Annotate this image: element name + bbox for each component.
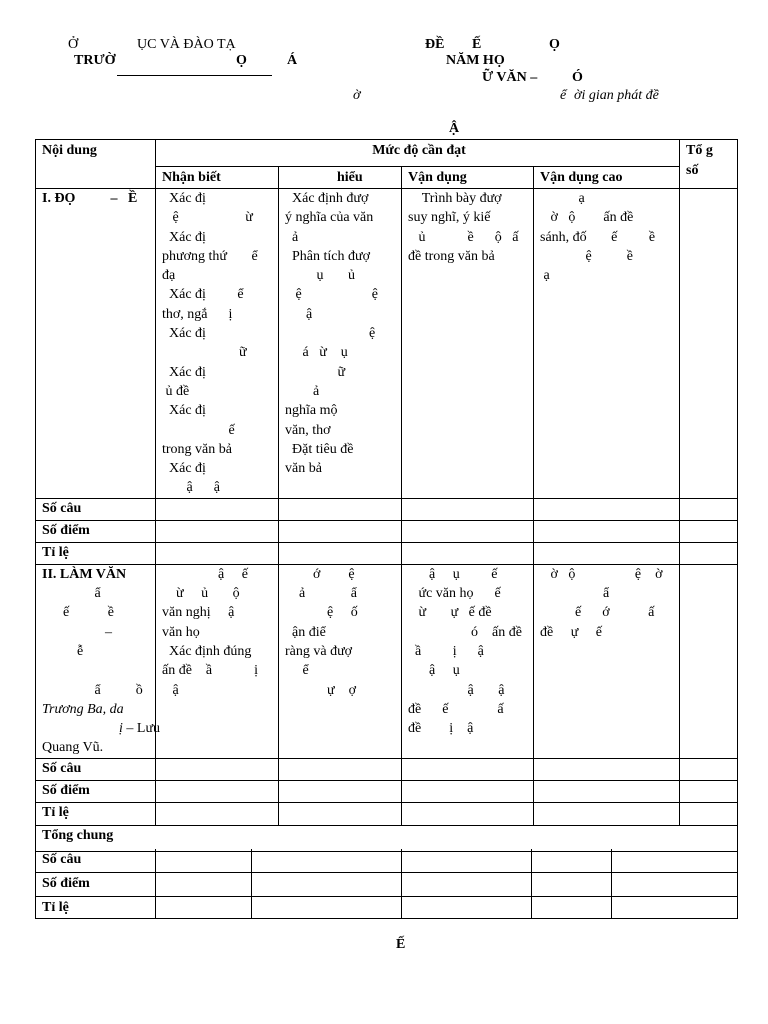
empty-cell: [279, 542, 402, 564]
part2-row: [36, 564, 738, 758]
part1-count-row: [36, 498, 738, 520]
part1-apply-high-cell: ạ ờ ộ ấn đề sánh, đố ế ề ệ ề ạ: [534, 189, 680, 499]
part2-total-cell: [680, 564, 738, 758]
empty-cell: [156, 520, 279, 542]
subject-fragment-a: Ữ VĂN –: [482, 70, 538, 85]
school-name-fragment-c: Á: [287, 53, 298, 68]
part1-count-label: Số câu: [36, 498, 156, 520]
part1-label-cell: I. ĐỌ – Ề: [36, 189, 156, 499]
part2-count-label: Số câu: [36, 758, 156, 780]
school-name-fragment-b: Ọ: [236, 53, 247, 68]
subject-fragment-b: Ó: [572, 70, 583, 85]
part2-ratio-label: Tỉ lệ: [36, 802, 156, 825]
empty-cell: [156, 872, 252, 896]
empty-cell: [534, 780, 680, 802]
empty-cell: [402, 849, 532, 872]
empty-cell: [680, 780, 738, 802]
part2-label-cell: [36, 564, 161, 758]
header-recognize-cell: Nhận biết: [156, 167, 279, 189]
summary-ratio-row: [36, 896, 738, 918]
part1-understand-cell: Xác định đượ ý nghĩa của văn ả Phân tích đượ ụ ủ ệ ệ ậ ệ á ừ ụ ữ ả nghĩa mộ văn, thơ Đặt tiêu đề văn bả: [279, 189, 402, 499]
part1-ratio-label: Tỉ lệ: [36, 542, 156, 564]
part2-apply-cell: ậ ụ ế ức văn họ ế ừ ự ế đề ó ấn đề ầ ị ậ ậ ụ ậ ậ đề ế ấ đề ị ậ: [402, 564, 534, 758]
empty-cell: [156, 758, 279, 780]
time-note-fragment-a: ờ: [353, 88, 361, 103]
empty-cell: [532, 896, 612, 918]
header-total-cell: Tổ g số: [680, 140, 738, 189]
part2-work-author-line: [42, 719, 161, 738]
empty-cell: [402, 498, 534, 520]
school-name-fragment-a: TRƯỜ: [74, 53, 116, 68]
empty-cell: [612, 872, 738, 896]
empty-cell: [156, 542, 279, 564]
time-note-fragment-c: ời gian phát đề: [574, 88, 659, 103]
part2-author-name: Quang Vũ.: [42, 740, 104, 756]
empty-cell: [534, 758, 680, 780]
empty-cell: [680, 758, 738, 780]
part2-description: ẩ ế ề – ễ ẩ ồ: [63, 586, 143, 698]
empty-cell: [534, 542, 680, 564]
empty-cell: [402, 780, 534, 802]
empty-cell: [156, 896, 252, 918]
empty-cell: [402, 896, 532, 918]
exam-title-fragment-a: ĐỀ: [425, 37, 445, 52]
empty-cell: [279, 802, 402, 825]
empty-cell: [279, 780, 402, 802]
summary-count-label: Số câu: [36, 849, 156, 872]
grand-total-row: [36, 825, 738, 851]
header-level-cell: Mức độ cần đạt: [156, 140, 680, 167]
empty-cell: [156, 849, 252, 872]
part2-score-row: [36, 780, 738, 802]
part1-row: [36, 189, 738, 499]
header-row-1: [36, 140, 738, 167]
end-mark: Ế: [396, 937, 406, 952]
exam-title-fragment-b: Ế: [472, 37, 482, 52]
header-apply-high-cell: Vận dụng cao: [534, 167, 680, 189]
summary-score-label: Số điểm: [36, 872, 156, 896]
empty-cell: [156, 780, 279, 802]
empty-cell: [612, 896, 738, 918]
grand-total-label: Tổng chung: [36, 825, 738, 851]
part1-ratio-row: [36, 542, 738, 564]
department-fragment-a: Ở: [68, 37, 79, 52]
part2-apply-high-cell: ờ ộ ệ ờ ẩ ế ớ ấ đề ự ế: [534, 564, 680, 758]
time-note-fragment-b: ể: [560, 88, 567, 103]
part2-score-label: Số điểm: [36, 780, 156, 802]
summary-ratio-label: Tỉ lệ: [36, 896, 156, 918]
exam-title-fragment-c: Ọ: [549, 37, 560, 52]
header-content-cell: Nội dung: [36, 140, 156, 189]
empty-cell: [252, 849, 402, 872]
part1-score-label: Số điểm: [36, 520, 156, 542]
empty-cell: [156, 498, 279, 520]
empty-cell: [156, 802, 279, 825]
part2-label: II. LÀM VĂN: [42, 566, 127, 582]
empty-cell: [402, 542, 534, 564]
empty-cell: [279, 498, 402, 520]
empty-cell: [279, 758, 402, 780]
empty-cell: [680, 542, 738, 564]
part2-work-title: Trương Ba, da: [42, 701, 124, 717]
header-apply-cell: Vận dụng: [402, 167, 534, 189]
empty-cell: [402, 802, 534, 825]
department-fragment-b: ỤC VÀ ĐÀO TẠ: [137, 37, 236, 52]
matrix-title: Ậ: [449, 121, 460, 136]
summary-table: [35, 849, 738, 919]
part2-work-title-end: ị: [42, 721, 123, 737]
exam-matrix-table: [35, 139, 738, 852]
empty-cell: [680, 520, 738, 542]
part2-understand-cell: ớ ệ ả ẩ ệ ố ận điể ràng và đượ ể ự ợ: [279, 564, 402, 758]
part1-total-cell: [680, 189, 738, 499]
empty-cell: [279, 520, 402, 542]
empty-cell: [402, 758, 534, 780]
part2-count-row: [36, 758, 738, 780]
summary-count-row: [36, 849, 738, 872]
empty-cell: [534, 802, 680, 825]
empty-cell: [402, 872, 532, 896]
header-underline: [117, 75, 272, 76]
empty-cell: [680, 802, 738, 825]
empty-cell: [534, 520, 680, 542]
empty-cell: [612, 849, 738, 872]
empty-cell: [532, 872, 612, 896]
part2-ratio-row: [36, 802, 738, 825]
empty-cell: [532, 849, 612, 872]
part1-apply-cell: Trình bày đượ suy nghĩ, ý kiế ủ ề ộ ấ đề trong văn bả: [402, 189, 534, 499]
empty-cell: [252, 872, 402, 896]
header-understand-cell: hiểu: [279, 167, 402, 189]
summary-score-row: [36, 872, 738, 896]
empty-cell: [252, 896, 402, 918]
part1-recognize-cell: Xác đị ệ ừ Xác đị phương thứ ể đạ Xác đị ể thơ, ngắ ị Xác đị ữ Xác đị ủ đề Xác đị ế trong văn bả Xác đị ậ ậ: [156, 189, 279, 499]
part2-recognize-cell: ậ ế ừ ủ ộ văn nghị ậ văn họ Xác định đúng ấn đề ầ ị ậ: [156, 564, 279, 758]
empty-cell: [534, 498, 680, 520]
empty-cell: [402, 520, 534, 542]
school-year-fragment: NĂM HỌ: [446, 53, 505, 68]
part1-score-row: [36, 520, 738, 542]
empty-cell: [680, 498, 738, 520]
part2-author: – Lưu: [122, 721, 161, 737]
